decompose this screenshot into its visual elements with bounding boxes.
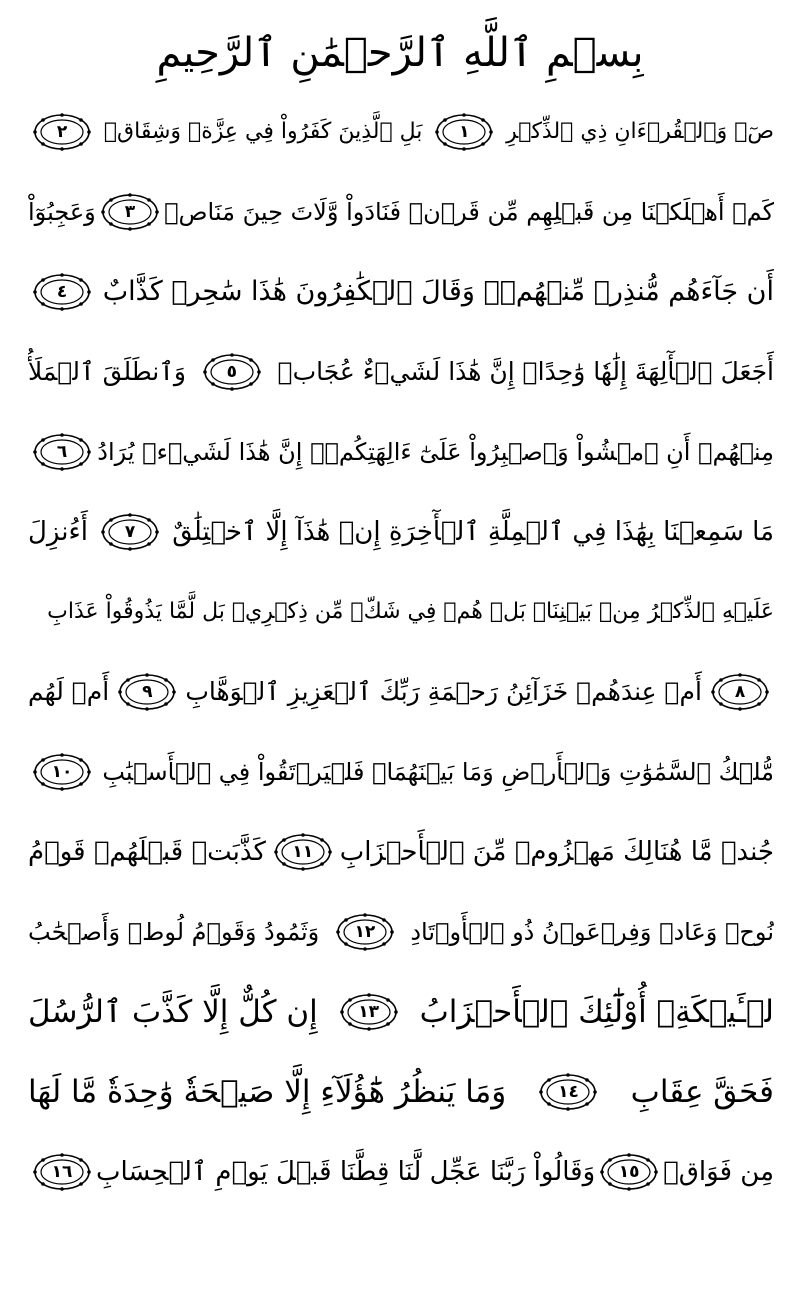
verse-number-marker (538, 1072, 598, 1112)
verse-number-marker (32, 112, 92, 152)
verse-line (28, 172, 774, 252)
verse-number-marker (273, 832, 333, 872)
verse-number: ٩ (142, 682, 153, 702)
verse-number: ٢ (56, 122, 68, 142)
verse-text: أَءُنزِلَ (28, 517, 88, 547)
verse-text: أَجَعَلَ ٱلۡأٓلِهَةَ إِلَٰهٗا وَٰحِدًاۖ إِنَّ هَٰذَا لَشَيۡءٌ عُجَابٞ (277, 357, 774, 386)
verse-number-marker (32, 752, 92, 792)
verse-line (28, 92, 774, 172)
verse-text: مُّلۡكُ ٱلسَّمَٰوَٰتِ وَٱلۡأَرۡضِ وَمَا بَيۡنَهُمَاۖ فَلۡيَرۡتَقُواْ فِي ٱلۡأَسۡبَٰبِ (102, 758, 774, 786)
verse-text: مَا سَمِعۡنَا بِهَٰذَا فِي ٱلۡمِلَّةِ ٱلۡأٓخِرَةِ إِنۡ هَٰذَآ إِلَّا ٱخۡتِلَٰقٌ (172, 517, 774, 547)
verse-line (28, 572, 774, 652)
verse-text: جُندٞ مَّا هُنَالِكَ مَهۡزُومٞ مِّنَ ٱلۡأَحۡزَابِ (339, 837, 774, 867)
verse-line (28, 412, 774, 492)
verse-number-marker (32, 1152, 92, 1192)
verse-line (28, 492, 774, 572)
verse-text: نُوحٖ وَعَادٞ وَفِرۡعَوۡنُ ذُو ٱلۡأَوۡتَادِ (410, 918, 774, 946)
verse-number: ١٦ (51, 1162, 73, 1182)
verse-text: صٓۚ وَٱلۡقُرۡءَانِ ذِي ٱلذِّكۡرِ (506, 119, 774, 144)
verse-text: وَمَا يَنظُرُ هَٰٓؤُلَآءِ إِلَّا صَيۡحَةٗ وَٰحِدَةٗ مَّا لَهَا (28, 1074, 507, 1110)
verse-line (28, 1052, 774, 1132)
verse-number: ٣ (124, 202, 136, 222)
verse-text: وَثَمُودُ وَقَوۡمُ لُوطٖ وَأَصۡحَٰبُ (28, 918, 320, 946)
verse-text: مِنۡهُمۡ أَنِ ٱمۡشُواْ وَٱصۡبِرُواْ عَلَىٰٓ ءَالِهَتِكُمۡۖ إِنَّ هَٰذَا لَشَيۡءٞ يُرَادُ (97, 438, 774, 466)
verse-line (28, 652, 774, 732)
verse-number: ١٠ (51, 762, 73, 782)
verse-number-marker (100, 192, 160, 232)
verse-text: أَن جَآءَهُم مُّنذِرٞ مِّنۡهُمۡۖ وَقَالَ ٱلۡكَٰفِرُونَ هَٰذَا سَٰحِرٞ كَذَّابٌ (102, 276, 774, 307)
verse-number-marker (339, 992, 399, 1032)
verse-number-marker (434, 112, 494, 152)
verse-text: لۡـَٔيۡكَةِۚ أُوْلَٰٓئِكَ ٱلۡأَحۡزَابُ (419, 994, 774, 1030)
verse-number: ٥ (226, 362, 237, 382)
verse-number: ١٣ (358, 1002, 380, 1022)
verse-number: ٨ (734, 682, 746, 702)
verse-text: أَمۡ عِندَهُمۡ خَزَآئِنُ رَحۡمَةِ رَبِّكَ ٱلۡعَزِيزِ ٱلۡوَهَّابِ (185, 677, 702, 706)
verse-number-marker (117, 672, 177, 712)
basmala: بِسۡمِ ٱللَّهِ ٱلرَّحۡمَٰنِ ٱلرَّحِيمِ (156, 30, 644, 76)
verse-text: وَقَالُواْ رَبَّنَا عَجِّل لَّنَا قِطَّنَا قَبۡلَ يَوۡمِ ٱلۡحِسَابِ (95, 1157, 596, 1187)
verse-number-marker (335, 912, 395, 952)
verse-number-marker (32, 272, 92, 312)
verse-number-marker (100, 512, 160, 552)
verse-line (28, 892, 774, 972)
verse-number: ١١ (292, 842, 314, 862)
verse-line (28, 812, 774, 892)
verse-text: أَمۡ لَهُم (28, 677, 110, 706)
verse-number: ٤ (56, 282, 68, 302)
verse-text: وَعَجِبُوٓاْ (28, 198, 96, 226)
verse-number: ٦ (56, 442, 68, 462)
verse-line (28, 972, 774, 1052)
verse-line (28, 252, 774, 332)
verse-number-marker (32, 432, 92, 472)
verse-number: ١٤ (558, 1082, 579, 1102)
verse-number-marker (599, 1152, 659, 1192)
verse-line (28, 732, 774, 812)
verse-number: ١٢ (354, 922, 376, 942)
verse-number: ١٥ (618, 1162, 640, 1182)
verse-number: ٧ (124, 522, 136, 542)
verse-number-marker (202, 352, 262, 392)
verse-number: ١ (459, 122, 470, 142)
verse-text: مِن فَوَاقٖ (663, 1157, 774, 1187)
verse-line (28, 332, 774, 412)
verse-text: إِن كُلٌّ إِلَّا كَذَّبَ ٱلرُّسُلَ (28, 994, 318, 1030)
verse-text: وَٱنطَلَقَ ٱلۡمَلَأُ (28, 357, 186, 386)
verse-line (28, 1132, 774, 1212)
verse-text: كَمۡ أَهۡلَكۡنَا مِن قَبۡلِهِم مِّن قَرۡنٖ فَنَادَواْ وَّلَاتَ حِينَ مَنَاصٖ (164, 198, 774, 226)
verse-text: بَلِ ٱلَّذِينَ كَفَرُواْ فِي عِزَّةٖ وَشِقَاقٖ (103, 119, 423, 144)
verse-text: كَذَّبَتۡ قَبۡلَهُمۡ قَوۡمُ (28, 837, 266, 867)
verse-text: فَحَقَّ عِقَابِ (630, 1074, 774, 1110)
verse-text: عَلَيۡهِ ٱلذِّكۡرُ مِنۢ بَيۡنِنَاۚ بَلۡ هُمۡ فِي شَكّٖ مِّن ذِكۡرِيۚ بَل لَّمَّا يَذُوقُواْ عَذَابِ (47, 599, 774, 624)
verse-number-marker (710, 672, 770, 712)
